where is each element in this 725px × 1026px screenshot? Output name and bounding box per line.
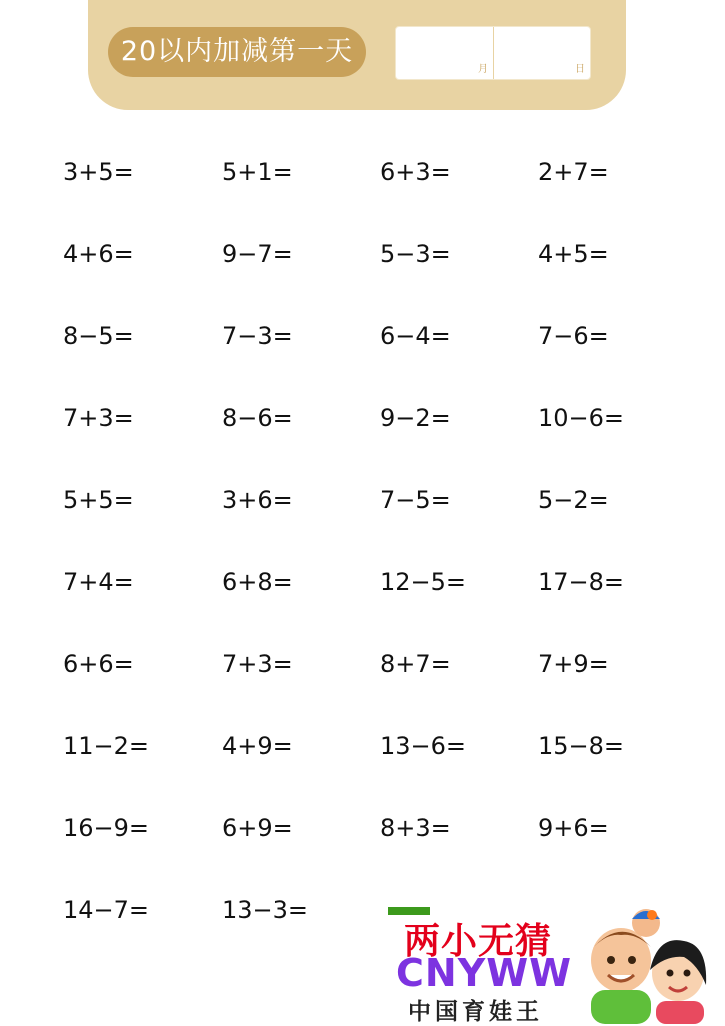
math-problem: 6+8= [222,568,293,596]
math-problem: 5+1= [222,158,293,186]
math-problem: 8−6= [222,404,293,432]
math-problem: 13−6= [380,732,467,760]
math-problem: 16−9= [63,814,150,842]
math-problem: 17−8= [538,568,625,596]
worksheet-title: 20以内加减第一天 [108,27,366,77]
math-problem: 5+5= [63,486,134,514]
math-problem: 12−5= [380,568,467,596]
math-problem: 3+6= [222,486,293,514]
math-problem: 6+6= [63,650,134,678]
math-problem: 7−3= [222,322,293,350]
math-problem: 2+7= [538,158,609,186]
math-problem: 13−3= [222,896,309,924]
watermark-line3: 中国育娃王 [408,999,543,1025]
math-problem: 4+5= [538,240,609,268]
math-problem: 7+3= [63,404,134,432]
math-problem: 8+7= [380,650,451,678]
math-problem: 4+6= [63,240,134,268]
cartoon-kids-illustration [566,905,725,1024]
math-problem: 9−7= [222,240,293,268]
math-problem: 3+5= [63,158,134,186]
math-problem: 11−2= [63,732,150,760]
math-problem: 6+3= [380,158,451,186]
math-problem: 5−3= [380,240,451,268]
math-problem: 6−4= [380,322,451,350]
math-problem: 7+4= [63,568,134,596]
math-problem: 14−7= [63,896,150,924]
watermark-line2: CNYWW [396,951,573,995]
month-label: 月 [478,64,488,75]
math-problem: 8−5= [63,322,134,350]
math-problem: 9−2= [380,404,451,432]
math-problem: 7+3= [222,650,293,678]
watermark-logo [388,905,725,1024]
day-field[interactable] [493,27,590,79]
math-problem: 8+3= [380,814,451,842]
watermark-line1: 两小无猜 [404,921,553,962]
day-label: 日 [575,64,585,75]
math-problem: 10−6= [538,404,625,432]
math-problem: 7−6= [538,322,609,350]
math-problem: 7+9= [538,650,609,678]
math-problem: 7−5= [380,486,451,514]
math-problem: 5−2= [538,486,609,514]
month-field[interactable] [396,27,494,79]
math-problem: 15−8= [538,732,625,760]
date-box [395,26,591,80]
math-problem: 6+9= [222,814,293,842]
math-problem: 9+6= [538,814,609,842]
math-problem: 4+9= [222,732,293,760]
